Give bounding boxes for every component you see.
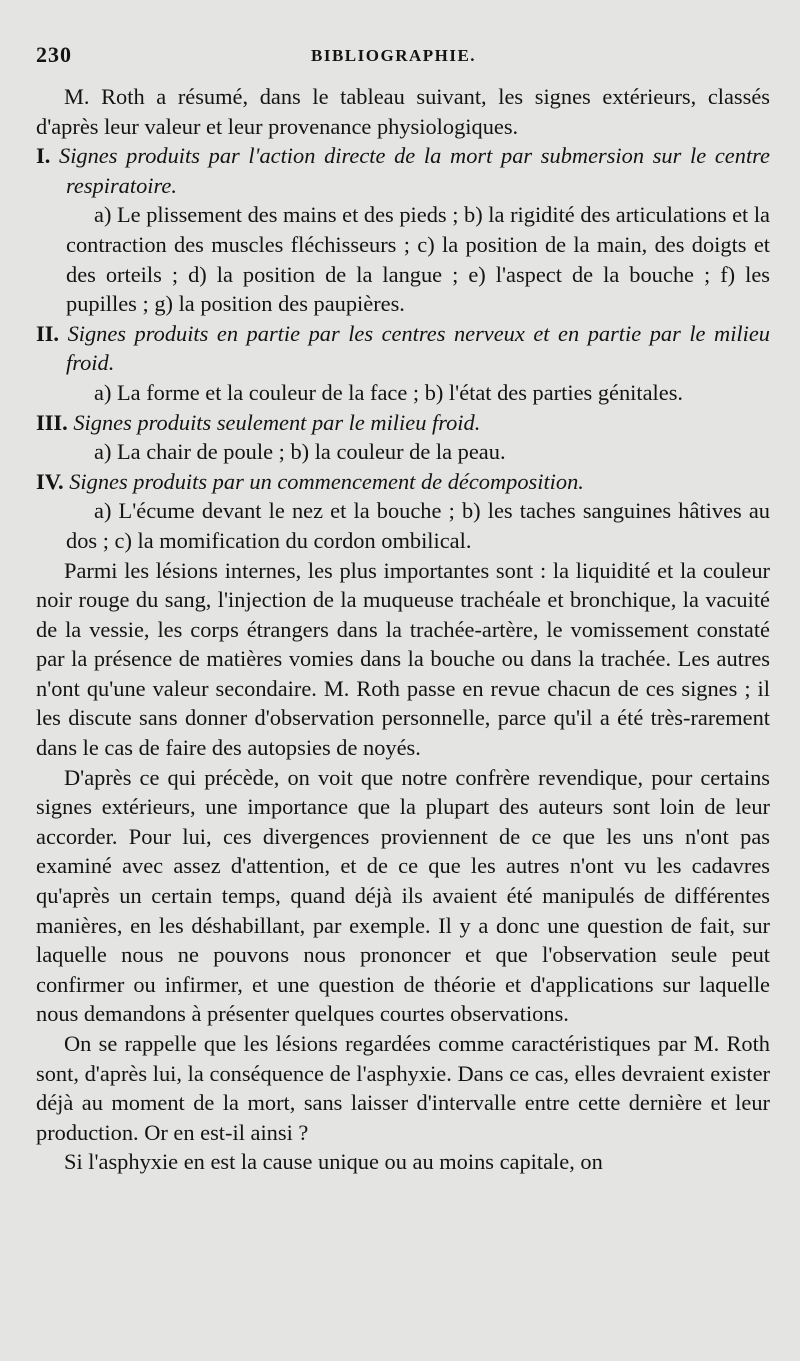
list-item-title: Signes produits seulement par le milieu froid.: [73, 409, 481, 435]
list-item-heading: [36, 467, 770, 497]
page-number: 230: [36, 42, 72, 67]
list-item-body: a) L'écume devant le nez et la bouche ; b) les taches sanguines hâtives au dos ; c) la momification du cordon ombilical.: [66, 498, 770, 553]
paragraph: On se rappelle que les lésions regardées comme caractéristiques par M. Roth sont, d'après lui, la conséquence de l'asphyxie. Dans ce cas, elles devraient exister déjà au moment de la mort, sans laisser d'intervalle entre cette dernière et leur production. Or en est-il ainsi ?: [36, 1031, 770, 1145]
list-item-heading: [36, 319, 770, 378]
paragraph: Parmi les lésions internes, les plus importantes sont : la liquidité et la couleur noir rouge du sang, l'injection de la muqueuse trachéale et bronchique, la vacuité de la vessie, les corps étrangers dans la trachée-artère, le vomissement constaté par la présence de matières vomies dans la bouche ou dans la trachée. Les autres n'ont qu'une valeur secondaire. M. Roth passe en revue chacun de ces signes ; il les discute sans donner d'observation personnelle, parce qu'il a été très-rarement dans le cas de faire des autopsies de noyés.: [36, 557, 770, 761]
intro-paragraph: M. Roth a résumé, dans le tableau suivant, les signes extérieurs, classés d'après leur valeur et leur provenance physiologiques.: [36, 84, 770, 139]
body-text: [36, 82, 770, 1177]
list-item-body: a) La forme et la couleur de la face ; b) l'état des parties génitales.: [94, 379, 684, 405]
paragraph: Si l'asphyxie en est la cause unique ou au moins capitale, on: [64, 1149, 603, 1175]
list-item-number: I.: [36, 143, 51, 169]
list-item-title: Signes produits en partie par les centres nerveux et en partie par le milieu froid.: [66, 320, 770, 376]
list-item-body: a) Le plissement des mains et des pieds ; b) la rigidité des articulations et la contraction des muscles fléchisseurs ; c) la position de la main, des doigts et des orteils ; d) la position de la langue ; e) l'aspect de la bouche ; f) les pupilles ; g) la position des paupières.: [66, 202, 770, 317]
list-item-number: IV.: [36, 468, 64, 494]
list-item-body: a) La chair de poule ; b) la couleur de la peau.: [94, 439, 506, 465]
list-item-number: II.: [36, 320, 60, 346]
page-header: [36, 42, 770, 76]
list-item-number: III.: [36, 409, 68, 435]
list-item-heading: [36, 141, 770, 200]
paragraph: D'après ce qui précède, on voit que notre confrère revendique, pour certains signes extérieurs, une importance que la plupart des auteurs sont loin de leur accorder. Pour lui, ces divergences proviennent de ce que les uns n'ont pas examiné avec assez d'attention, et de ce que les autres n'ont vu les cadavres qu'après un certain temps, quand déjà ils avaient été manipulés de différentes manières, en les déshabillant, par exemple. Il y a donc une question de fait, sur laquelle nous ne pouvons nous prononcer et que l'observation seule peut confirmer ou infirmer, et une question de théorie et d'applications sur laquelle nous demandons à présenter quelques courtes observations.: [36, 764, 770, 1027]
list-item-title: Signes produits par un commencement de décomposition.: [69, 468, 584, 494]
list-item-heading: [36, 408, 770, 438]
running-head: BIBLIOGRAPHIE.: [311, 46, 477, 65]
list-item-title: Signes produits par l'action directe de la mort par submersion sur le centre respiratoire.: [59, 143, 770, 198]
